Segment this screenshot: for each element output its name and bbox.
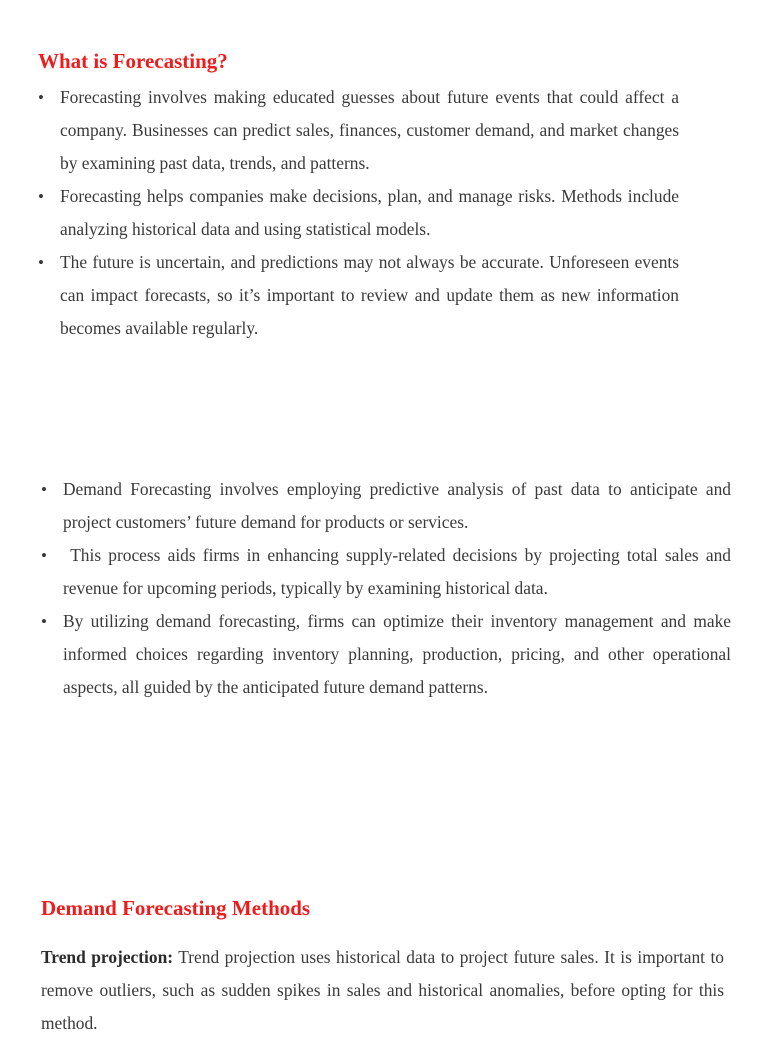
bullet-icon: • xyxy=(38,88,44,107)
list-item-text: This process aids firms in enhancing supply-related decisions by projecting total sales and revenue for upcoming periods, typically by examining historical data. xyxy=(63,545,736,598)
section-heading-what-is-forecasting: What is Forecasting? xyxy=(38,49,228,73)
list-item-text: Forecasting involves making educated guesses about future events that could affect a company. Businesses can predict sales, finances, customer demand, and market changes by examining past data, trends, and patterns. xyxy=(60,87,679,173)
list-item xyxy=(38,246,679,345)
list-item-text: By utilizing demand forecasting, firms can optimize their inventory management and make informed choices regarding inventory planning, production, pricing, and other operational aspects, all guided by the anticipated future demand patterns. xyxy=(63,611,731,697)
list-item-text: Demand Forecasting involves employing predictive analysis of past data to anticipate and project customers’ future demand for products or services. xyxy=(63,479,731,532)
forecasting-bullet-list xyxy=(38,81,679,345)
list-item xyxy=(41,539,736,605)
list-item xyxy=(38,81,679,180)
bullet-icon: • xyxy=(41,612,47,631)
list-item xyxy=(38,180,679,246)
trend-projection-paragraph xyxy=(41,941,724,1040)
list-item xyxy=(41,605,731,704)
section-heading-demand-forecasting-methods: Demand Forecasting Methods xyxy=(41,896,311,920)
bullet-icon: • xyxy=(38,187,44,206)
list-item-text: The future is uncertain, and predictions may not always be accurate. Unforeseen events can impact forecasts, so it’s important to review and update them as new information becomes available regularly. xyxy=(60,252,679,338)
trend-projection-text: Trend projection uses historical data to project future sales. It is important to remove outliers, such as sudden spikes in sales and historical anomalies, before opting for this method. xyxy=(41,947,724,1033)
list-item-text: Forecasting helps companies make decisions, plan, and manage risks. Methods include analyzing historical data and using statistical models. xyxy=(60,186,679,239)
trend-projection-label: Trend projection: xyxy=(41,947,174,967)
bullet-icon: • xyxy=(41,480,47,499)
demand-forecasting-bullet-list xyxy=(41,473,736,704)
list-item xyxy=(41,473,731,539)
bullet-icon: • xyxy=(41,546,47,565)
bullet-icon: • xyxy=(38,253,44,272)
